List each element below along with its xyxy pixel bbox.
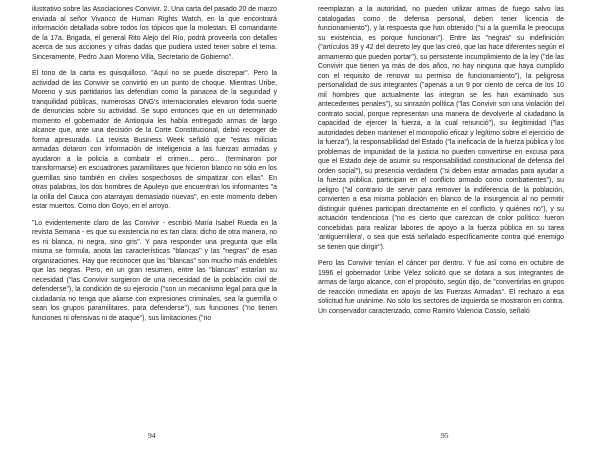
- paragraph-text: "Lo evidentemente claro de las Convivir - escribió María Isabel Rueda en la revista Semana - es que su existencia no es tan clara: dicho de otra manera, no es ni blanca, ni negra, sino gris". Y para responder una pregunta que ella misma se formula, anota las características "blancas" y las "negras" de esas organizaciones. Hay que reconocer que las "blancas" son mucho más endebles que las negras. Pero, en un gran resumen, entre las "blancas" estarían su necesidad ("las Convivir surgieron de una necesidad de la población civil de defenderse"), la condición de su ejercicio ("son un mecanismo legal para que la ciudadanía no tenga que aliarse con expresiones criminales, sea la guerrilla o sean los grupos paramilitares, para defenderse"), sus funciones ("no tienen funciones ni ofensivas ni de ataque"), sus limitaciones ("no: [32, 219, 277, 322]
- paragraph-text: Pero las Convivir tenían el cáncer por dentro. Y fue así como en octubre de 1996 el gobernador Uribe Vélez solicitó que se dotara a sus integrantes de armas de largo alcance, con el propósito, según dijo, de "convertirlas en grupos de reacción inmediata en apoyo de las Fuerzas Armadas". El rechazo a esa solicitud fue unánime. No sólo los sectores de izquierda se mostraron en contra. Un conservador caracterizado, como Ramiro Valencia Cossio, señaló: [318, 260, 564, 315]
- paragraph: [318, 5, 564, 252]
- paragraph-text: El tono de la carta es quisquilloso. "Aquí no se puede discrepar". Pero la actividad de las Convivir se convirtió en un punto de choque. Mientras Uribe, Moreno y sus partidarios las defendían como la panacea de la seguridad y tranquilidad públicas, numerosas ONG's internacionales elevaron toda suerte de denuncias sobre su actividad. Se supo entonces que en un determinado momento el gobernador de Antioquia les había entregado armas de largo alcance que, ante una decisión de la Corte Constitucional, debió recoger de forma apresurada. La revista Business Week señaló que "estas milicias armadas dotaron con información de inteligencia a las fuerzas armadas y ayudaron a la policía a combatir el crimen... pero... (terminaron por transformarse) en escuadrones paramilitares que hicieron blanco no sólo en los guerrillas sino también en civiles sospechosos de simpatizar con ellas". En otras palabras, los dos hombres de Apuleyo que encuentran los informantes "a la orilla del Cauca con atarrayas demasiado nuevas", en este momento deben estar muertos. Como don Goyo, en el arroyo.: [32, 70, 277, 210]
- right-page: [300, 0, 600, 450]
- paragraph: [32, 219, 277, 324]
- page-number: 95: [441, 431, 449, 440]
- paragraph: [32, 69, 277, 212]
- paragraph-text: ilustrativo sobre las Asociaciones Convivir. 2. Una carta del pasado 20 de marzo enviada al señor Vivanco de Human Rights Watch, en la que encontrará información detallada sobre todos los tópicos que la molestan. El comandante de la 17a. Brigada, el general Rito Alejo del Río, podrá proveerla con detalles acerca de sus acciones y cifras dadas que pudiera usted tener sobre el tema. Sinceramente, Pedro Juan Moreno Villa, Secretario de Gobierno".: [32, 6, 277, 61]
- page-number: 94: [148, 431, 156, 440]
- left-text-column: [32, 5, 277, 330]
- paragraph-text: reemplazan a la autoridad, no pueden utilizar armas de fuego salvo las catalogadas como de defensa personal, deben tener licencia de funcionamiento"), y la respuesta que han obtenido ("si a la guerrilla le preocupa su existencia, es porque funcionan"). Entre las "negras" su indefinición ("artículos 39 y 42 del decreto ley que las creó, que las hace diferentes según el armamento que pueden portar"), su persistente incumplimiento de la ley ("de las Convivir que tienen ya más de dos años, no hay ninguna que haya cumplido con el requisito de renovar su permiso de funcionamiento"), la peligrosa personalidad de sus integrantes ("apenas a un 9 por ciento de cerca de los 10 mil hombres que actualmente las integran se les han examinado sus antecedentes penales"), su sinrazón política ("las Convivir son una violación del contrato social, porque representan una manera de devolverle al ciudadano la capacidad de ejercer la fuerza, a la cual renunció"), su ilegitimidad ("las autoridades deben mantener el monopolio eficaz y legítimo sobre el ejercicio de la fuerza"), la responsabilidad del Estado ("la ineficacia de la fuerza pública y los problemas de impunidad de la justicia no pueden convertirse en excusa para que el Estado deje de asumir su responsabilidad constitucional de defensa del orden social"), su presencia verdadera ("si deben estar armadas para ayudar a la fuerza pública, participan en el conflicto armado como combatientes"), su peligro ("al contrario de servir para remover la indiferencia de la población, convierten a esa misma población en blanco de la insurgencia al no permitir distinguir quiénes participan directamente en el conflicto, y quiénes no"), y su actuación tendenciosa ("no es cierto que carezcan de color político: fueron concebidas para realizar labores de apoyo a la fuerza pública en su tarea 'antiguerrillera', o sea que está señalado específicamente contra qué enemigo se tienen que dirigir").: [318, 6, 564, 251]
- paragraph: [318, 259, 564, 316]
- right-text-column: [318, 5, 564, 323]
- paragraph: [32, 5, 277, 62]
